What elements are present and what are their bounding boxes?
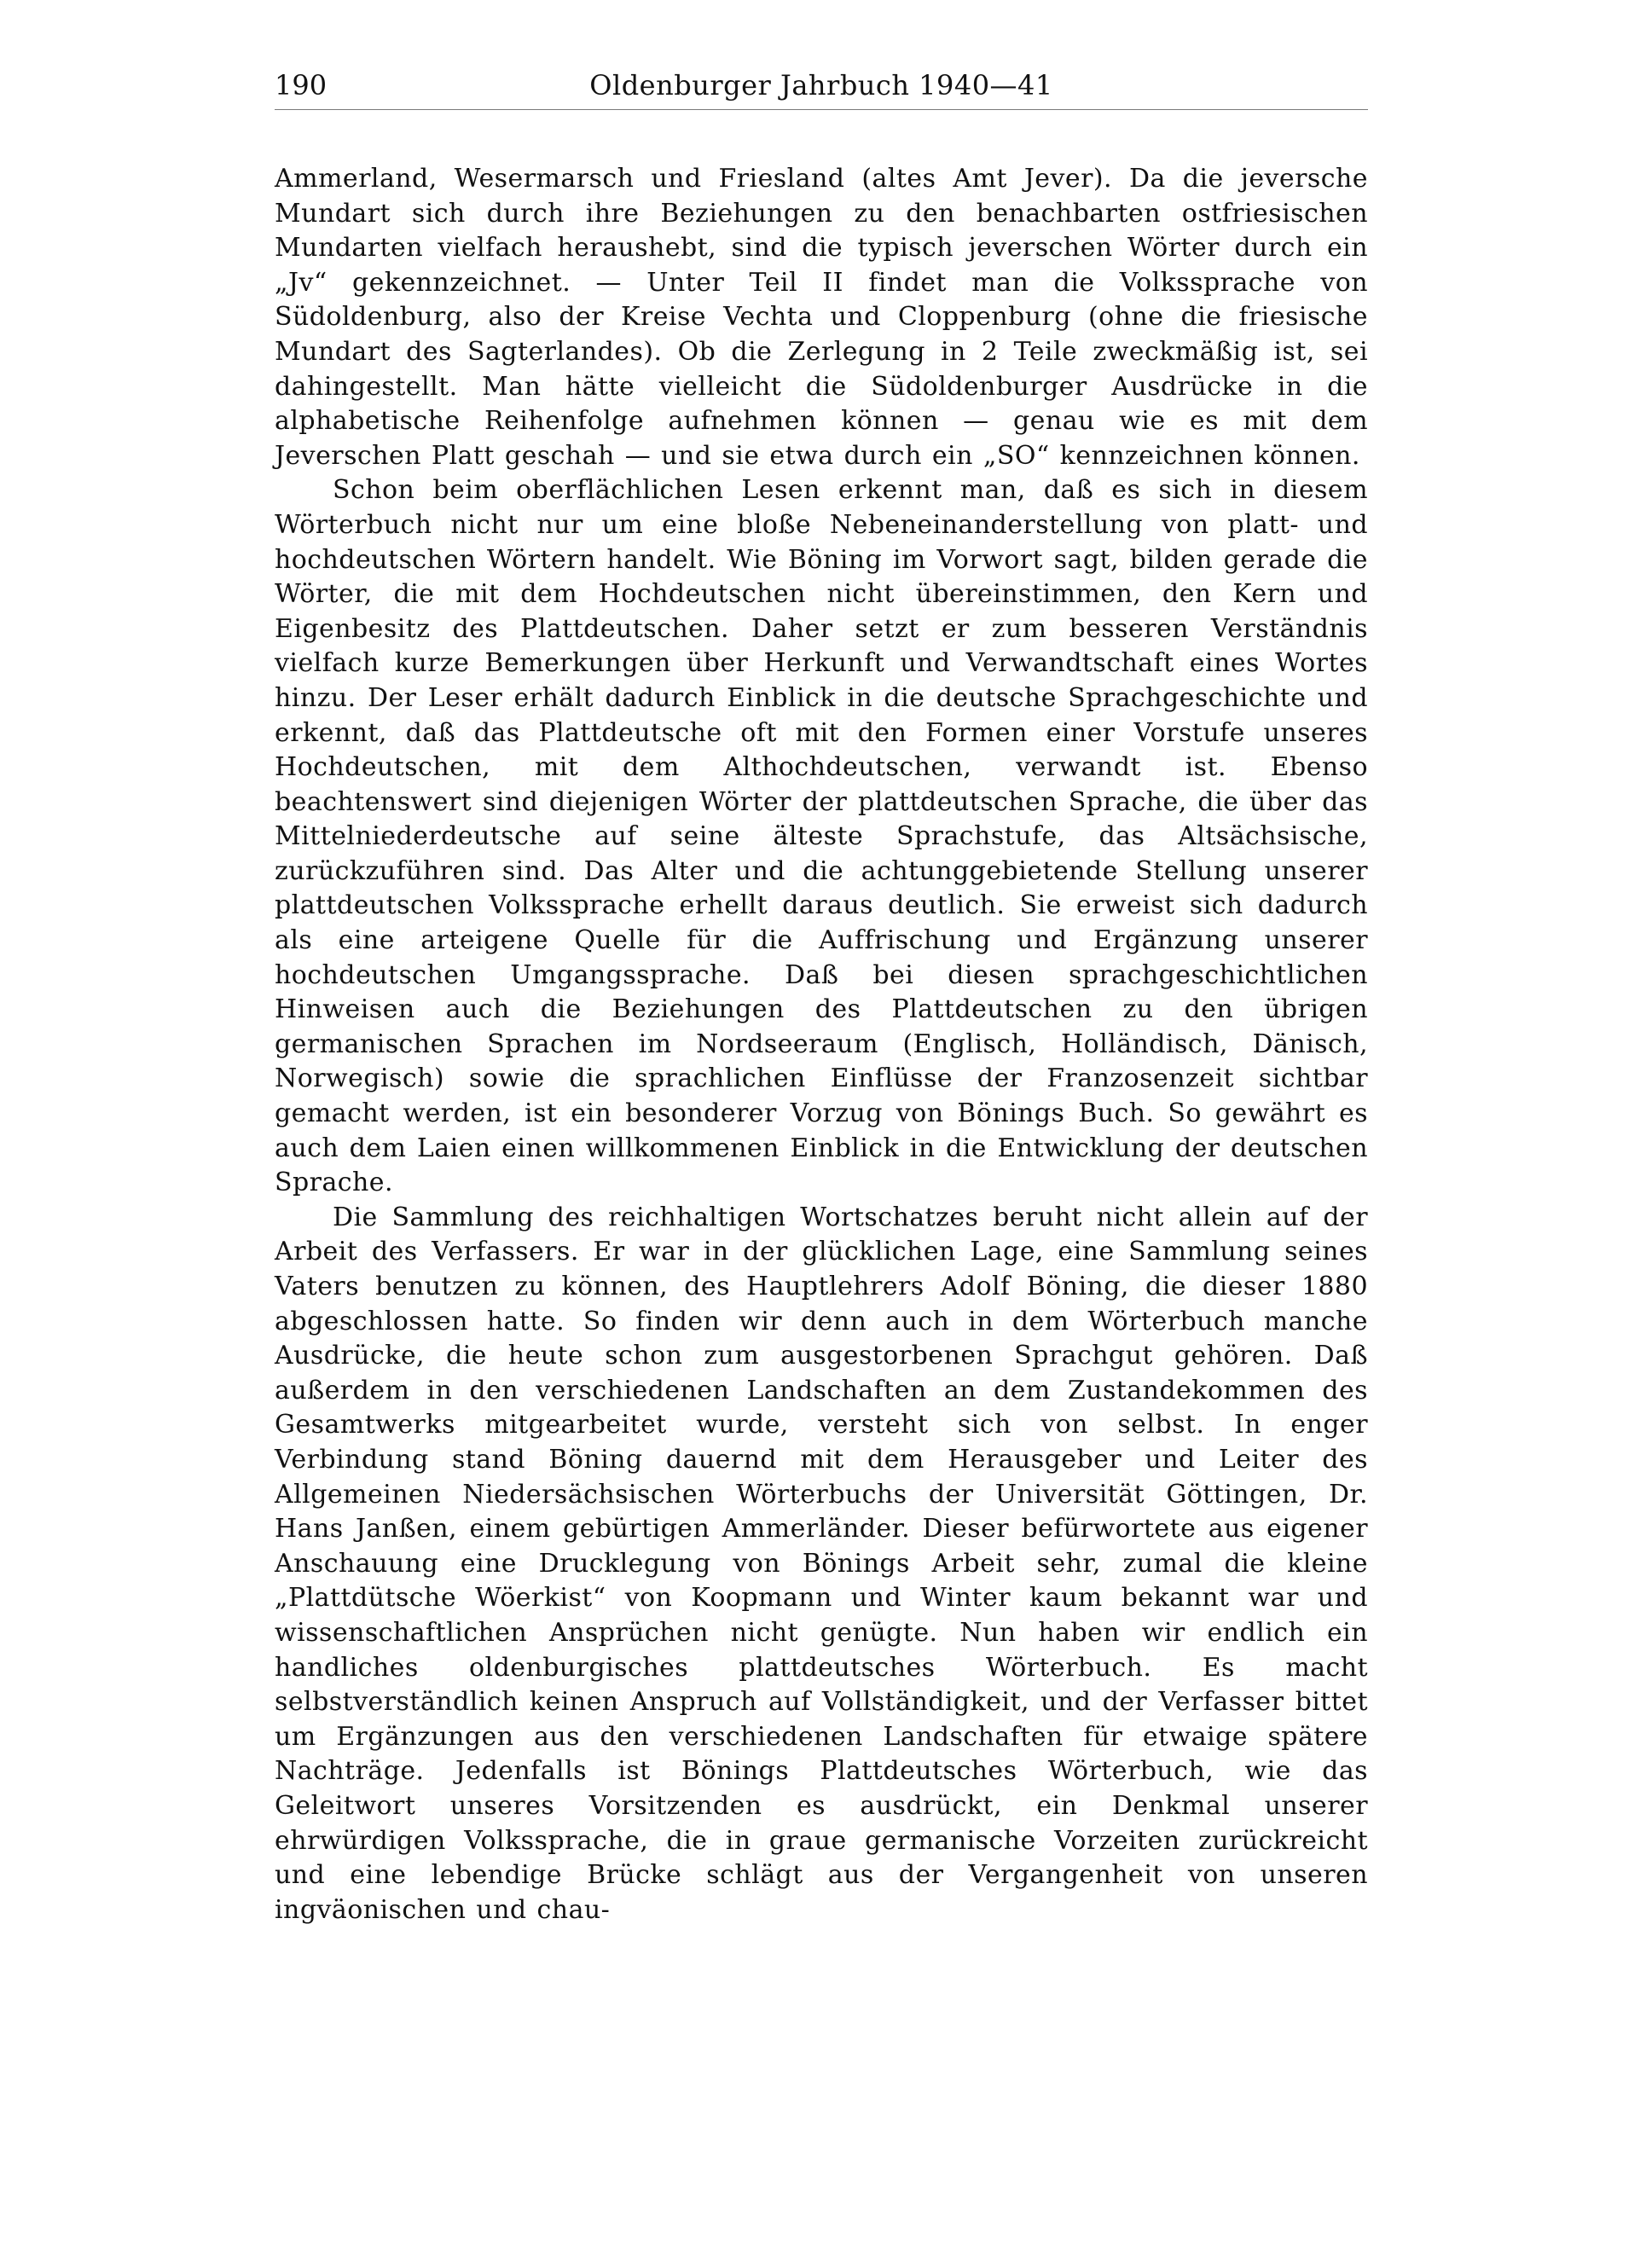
paragraph-2: Schon beim oberflächlichen Lesen erkennt man, daß es sich in diesem Wörterbuch nicht nur um eine bloße Nebeneinanderstellung von platt- und hochdeutschen Wörtern handelt. Wie Böning im Vorwort sagt, bilden gerade die Wörter, die mit dem Hochdeutschen nicht übereinstimmen, den Kern und Eigenbesitz des Plattdeutschen. Daher setzt er zum besseren Verständnis vielfach kurze Bemerkungen über Herkunft und Verwandtschaft eines Wortes hinzu. Der Leser erhält dadurch Einblick in die deutsche Sprachgeschichte und erkennt, daß das Plattdeutsche oft mit den Formen einer Vorstufe unseres Hochdeutschen, mit dem Althochdeutschen, verwandt ist. Ebenso beachtenswert sind diejenigen Wörter der plattdeutschen Sprache, die über das Mittelniederdeutsche auf seine älteste Sprachstufe, das Altsächsische, zurückzuführen sind. Das Alter und die achtunggebietende Stellung unserer plattdeutschen Volkssprache erhellt daraus deutlich. Sie erweist sich dadurch als eine arteigene Quelle für die Auffrischung und Ergänzung unserer hochdeutschen Umgangssprache. Daß bei diesen sprachgeschichtlichen Hinweisen auch die Beziehungen des Plattdeutschen zu den übrigen germanischen Sprachen im Nordseeraum (Englisch, Holländisch, Dänisch, Norwegisch) sowie die sprachlichen Einflüsse der Franzosenzeit sichtbar gemacht werden, ist ein besonderer Vorzug von Bönings Buch. So gewährt es auch dem Laien einen willkommenen Einblick in die Entwicklung der deutschen Sprache. (275, 475, 1368, 1198)
running-title: Oldenburger Jahrbuch 1940—41 (589, 69, 1053, 101)
header-rule (275, 109, 1368, 110)
page-number: 190 (275, 69, 328, 101)
paragraph-1: Ammerland, Wesermarsch und Friesland (altes Amt Jever). Da die jeversche Mundart sich durch ihre Beziehungen zu den benachbarten ostfriesischen Mundarten vielfach heraushebt, sind die typisch jeverschen Wörter durch ein „Jv“ gekennzeichnet. — Unter Teil II findet man die Volkssprache von Südoldenburg, also der Kreise Vechta und Cloppenburg (ohne die friesische Mundart des Sagterlandes). Ob die Zerlegung in 2 Teile zweckmäßig ist, sei dahingestellt. Man hätte vielleicht die Südoldenburger Ausdrücke in die alphabetische Reihenfolge aufnehmen können — genau wie es mit dem Jeverschen Platt geschah — und sie etwa durch ein „SO“ kennzeichnen können. (275, 164, 1368, 471)
paragraph-3: Die Sammlung des reichhaltigen Wortschatzes beruht nicht allein auf der Arbeit des Verfassers. Er war in der glücklichen Lage, eine Sammlung seines Vaters benutzen zu können, des Hauptlehrers Adolf Böning, die dieser 1880 abgeschlossen hatte. So finden wir denn auch in dem Wörterbuch manche Ausdrücke, die heute schon zum ausgestorbenen Sprachgut gehören. Daß außerdem in den verschiedenen Landschaften an dem Zustandekommen des Gesamtwerks mitgearbeitet wurde, versteht sich von selbst. In enger Verbindung stand Böning dauernd mit dem Herausgeber und Leiter des Allgemeinen Niedersächsischen Wörterbuchs der Universität Göttingen, Dr. Hans Janßen, einem gebürtigen Ammerländer. Dieser befürwortete aus eigener Anschauung eine Drucklegung von Bönings Arbeit sehr, zumal die kleine „Plattdütsche Wöerkist“ von Koopmann und Winter kaum bekannt war und wissenschaftlichen Ansprüchen nicht genügte. Nun haben wir endlich ein handliches oldenburgisches plattdeutsches Wörterbuch. Es macht selbstverständlich keinen Anspruch auf Vollständigkeit, und der Verfasser bittet um Ergänzungen aus den verschiedenen Landschaften für etwaige spätere Nachträge. Jedenfalls ist Bönings Plattdeutsches Wörterbuch, wie das Geleitwort unseres Vorsitzenden es ausdrückt, ein Denkmal unserer ehrwürdigen Volkssprache, die in graue germanische Vorzeiten zurückreicht und eine lebendige Brücke schlägt aus der Vergangenheit von unseren ingväonischen und chau- (275, 1202, 1368, 1925)
page-header (275, 67, 1368, 113)
body-text (275, 162, 1368, 1927)
